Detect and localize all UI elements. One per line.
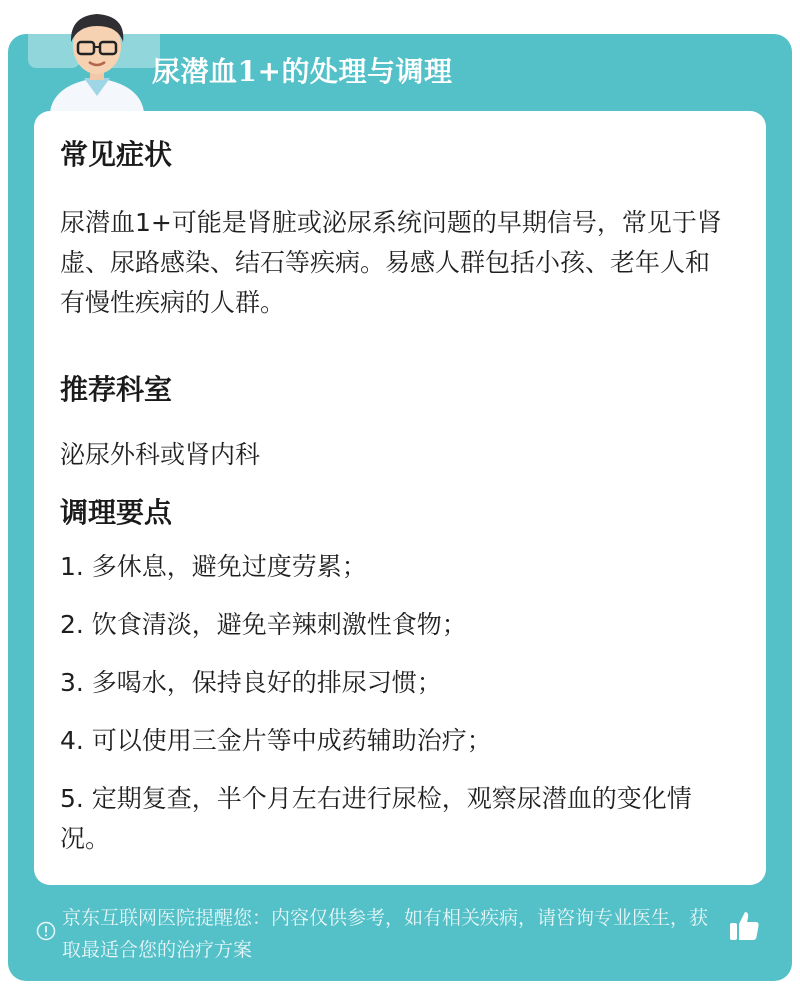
list-item: 1. 多休息，避免过度劳累； <box>60 552 367 581</box>
section-body-department: 泌尿外科或肾内科 <box>60 440 261 469</box>
section-heading-department: 推荐科室 <box>60 373 173 406</box>
footer-disclaimer: 京东互联网医院提醒您：内容仅供参考，如有相关疾病，请咨询专业医生，获取最适合您的治疗方案 <box>62 907 709 961</box>
list-item: 5. 定期复查，半个月左右进行尿检，观察尿潜血的变化情况。 <box>60 784 692 853</box>
list-item: 4. 可以使用三金片等中成药辅助治疗； <box>60 726 492 755</box>
care-list <box>60 547 740 877</box>
page-title: 尿潜血1+的处理与调理 <box>152 55 453 88</box>
list-item: 3. 多喝水，保持良好的排尿习惯； <box>60 668 442 697</box>
content-card <box>34 111 766 885</box>
section-heading-care: 调理要点 <box>60 496 173 529</box>
section-body-symptoms: 尿潜血1+可能是肾脏或泌尿系统问题的早期信号，常见于肾虚、尿路感染、结石等疾病。易感人群包括小孩、老年人和有慢性疾病的人群。 <box>60 208 722 317</box>
thumbs-up-icon[interactable] <box>726 908 762 944</box>
list-item: 2. 饮食清淡，避免辛辣刺激性食物； <box>60 610 467 639</box>
doctor-avatar <box>40 6 154 112</box>
info-icon <box>36 921 56 941</box>
section-heading-symptoms: 常见症状 <box>60 138 173 171</box>
